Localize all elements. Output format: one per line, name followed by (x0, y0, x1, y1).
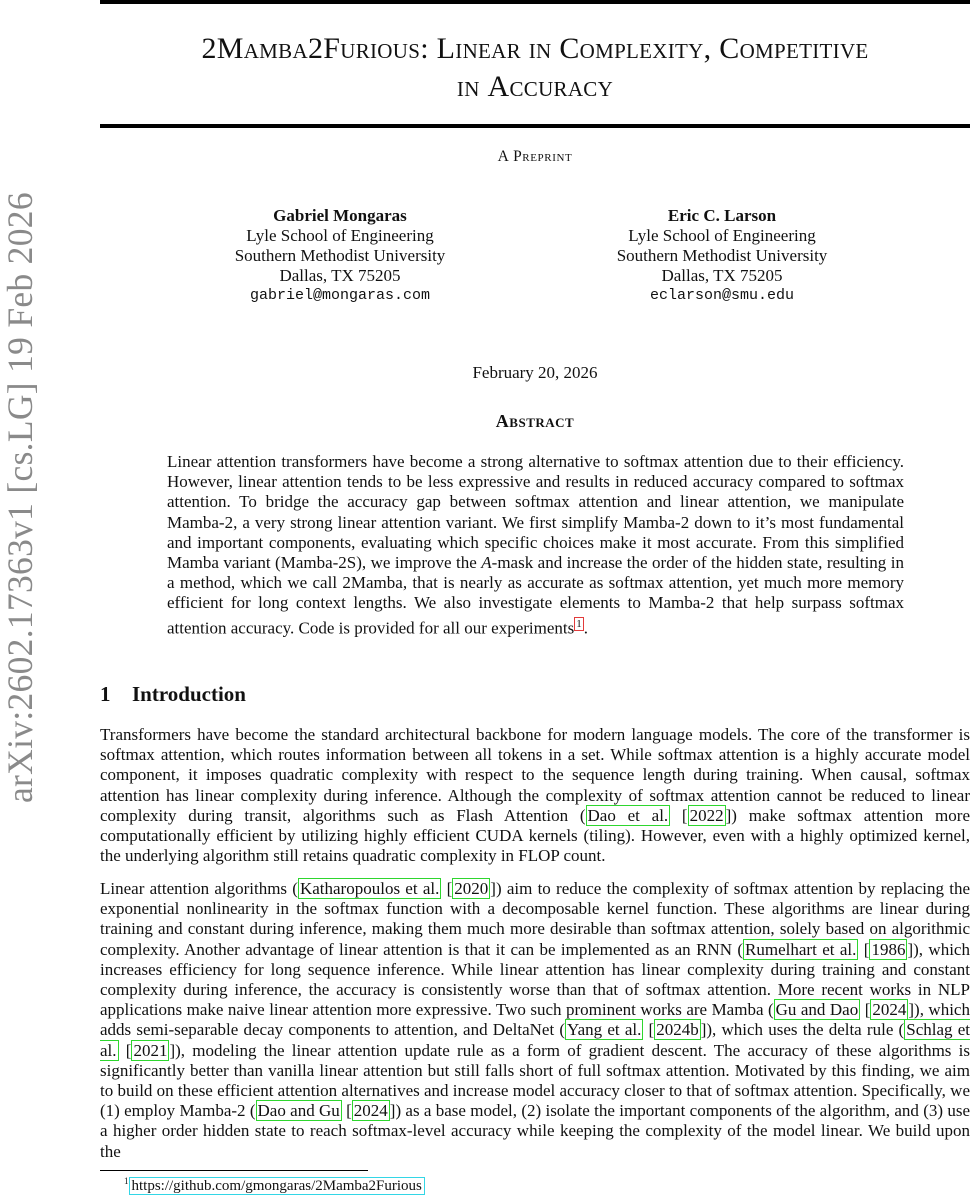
author-university: Southern Methodist University (616, 246, 828, 265)
citation-link[interactable]: Katharopoulos et al. (299, 879, 440, 898)
citation-link[interactable]: Dao and Gu (257, 1101, 340, 1121)
intro-paragraph-1: Transformers have become the standard architectural backbone for modern language models. The core of the transformer is softmax attention, which routes information between all tokens in a set. While softmax attention is a highly accurate model component, it imposes quadratic complexity with respect to the sequence length during training. When causal, softmax attention has linear complexity during inference. Although the complexity of softmax attention cannot be reduced to linear complexity during transit, algorithms such as Flash Attention ( Dao et al. [ 2022 ]) make softmax attention more computationally efficient by utilizing highly efficient CUDA kernels (tiling). However, even with a highly optimized kernel, the underlying algorithm still retains quadratic complexity in FLOP count. (100, 725, 970, 866)
author-name: Gabriel Mongaras (273, 206, 407, 225)
author-block-2 (592, 206, 852, 306)
abstract-heading: Abstract (495, 411, 575, 431)
author-university: Southern Methodist University (234, 246, 446, 265)
title-rule (100, 124, 970, 128)
abstract-text: Linear attention transformers have become a strong alternative to softmax attention due to their efficiency. However, linear attention tends to be less expressive and results in reduced accuracy compared to softmax attention. To bridge the accuracy gap between softmax attention and linear attention, we manipulate Mamba-2, a very strong linear attention variant. We first simplify Mamba-2 down to it’s most fundamental and important components, evaluating which specific choices make it most accurate. From this simplified Mamba variant (Mamba-2S), we improve the A-mask and increase the order of the hidden state, resulting in a method, which we call 2Mamba, that is nearly as accurate as softmax attention, yet much more memory efficient for long context lengths. We also investigate elements to Mamba-2 that help surpass softmax attention accuracy. Code is provided for all our experiments $^1$ . (167, 452, 904, 638)
footnote (124, 1176, 425, 1195)
paper-date: February 20, 2026 (472, 363, 598, 382)
section-title: Introduction (132, 682, 246, 706)
footnote-url-link[interactable]: https://github.com/gmongaras/2Mamba2Furious (129, 1177, 425, 1195)
section-heading (100, 682, 246, 707)
footnote-rule (100, 1170, 368, 1171)
author-email[interactable]: eclarson@smu.edu (649, 287, 795, 304)
citation-year-link[interactable]: 2021 (133, 1040, 168, 1060)
title-line-2: in Accuracy (456, 70, 614, 103)
paper-title (100, 30, 970, 106)
title-line-1: 2Mamba2Furious: Linear in Complexity, Competitive (201, 32, 869, 65)
section-number: 1 (100, 682, 111, 706)
intro-paragraph-2: Linear attention algorithms ( Katharopoulos et al. [ 2020 ]) aim to reduce the complexity of softmax attention by replacing the exponential nonlinearity in the softmax function with a decomposable kernel function. These algorithms are linear during training and constant during inference, making them much more desirable than softmax attention, solely based on algorithmic complexity. Another advantage of linear attention is that it can be implemented as an RNN ( Rumelhart et al. [ 1986 ]), which increases efficiency for long sequence inference. While linear attention has linear complexity during training and constant complexity during inference, the accuracy is consistently worse than that of softmax attention. More recent works in NLP applications make naive linear attention more expressive. Two such prominent works are Mamba ( Gu and Dao [ 2024 ]), which adds semi-separable decay components to attention, and DeltaNet ( Yang et al. [ 2024b ]), which uses the delta rule ( Schlag et al. [ 2021 ]), modeling the linear attention update rule as a form of gradient descent. The accuracy of these algorithms is significantly better than vanilla linear attention but still falls short of full softmax attention. Motivated by this finding, we aim to build on these efficient attention alternatives and increase model accuracy closer to that of softmax attention. Specifically, we (1) employ Mamba-2 ( Dao and Gu [ 2024 ]) as a base model, (2) isolate the important components of the algorithm, and (3) use a higher order hidden state to reach softmax-level accuracy while keeping the complexity of the model linear. We build upon the (100, 879, 970, 1161)
citation-year-link[interactable]: 2020 (454, 879, 489, 898)
footnote-mark: 1 (124, 1176, 129, 1186)
citation-link[interactable]: Rumelhart et al. (745, 939, 857, 959)
preprint-label: A Preprint (497, 148, 573, 165)
citation-year-link[interactable]: 2024 (353, 1101, 388, 1121)
author-email[interactable]: gabriel@mongaras.com (249, 287, 431, 304)
author-affiliation: Lyle School of Engineering (246, 226, 434, 245)
citation-year-link[interactable]: 2024b (656, 1020, 699, 1040)
citation-year-link[interactable]: 2022 (689, 805, 724, 825)
citation-year-link[interactable]: 2024 (872, 1000, 907, 1020)
citation-link[interactable]: Dao et al. (587, 805, 669, 825)
arxiv-identifier: arXiv:2602.17363v1 [cs.LG] 19 Feb 2026 (0, 192, 40, 803)
citation-link[interactable]: Gu and Dao (775, 1000, 859, 1020)
author-name: Eric C. Larson (667, 206, 777, 225)
top-rule (100, 0, 970, 4)
math-variable: A (481, 553, 492, 573)
footnote-link[interactable]: 1 (576, 617, 582, 630)
author-city: Dallas, TX 75205 (661, 266, 783, 285)
author-block-1 (210, 206, 470, 306)
citation-year-link[interactable]: 1986 (871, 939, 906, 959)
author-affiliation: Lyle School of Engineering (628, 226, 816, 245)
citation-link[interactable]: Yang et al. (567, 1020, 642, 1040)
author-city: Dallas, TX 75205 (279, 266, 401, 285)
citation-link[interactable]: Schlag et al. (100, 1020, 970, 1060)
